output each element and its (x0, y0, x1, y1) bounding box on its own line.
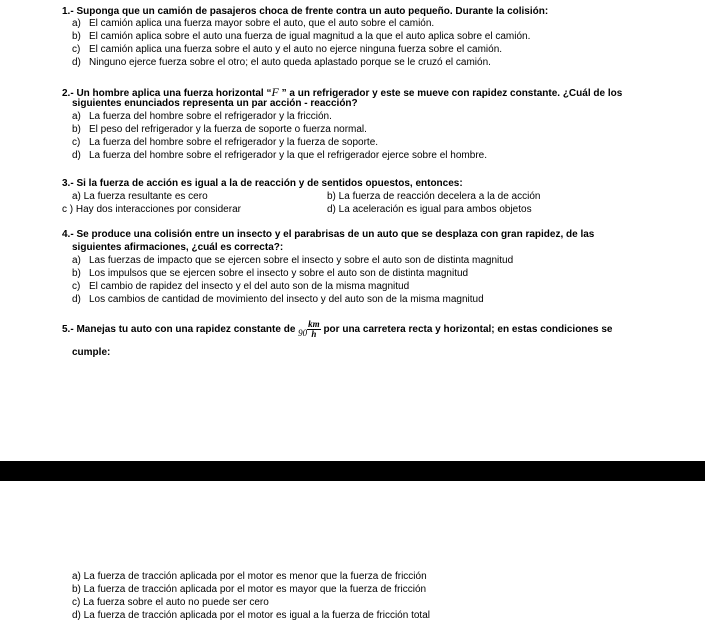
q1-option-b: b) El camión aplica sobre el auto una fuerza de igual magnitud a la que el auto aplica sobre el camión. (72, 31, 531, 42)
q5-option-a: a) La fuerza de tracción aplicada por el motor es menor que la fuerza de fricción (72, 571, 427, 582)
q5-option-c: c) La fuerza sobre el auto no puede ser cero (72, 597, 269, 608)
question-4-title: 4.- Se produce una colisión entre un insecto y el parabrisas de un auto que se desplaza con gran rapidez, de las (62, 229, 595, 240)
unit-denominator: h (311, 329, 317, 339)
q5-option-d: d) La fuerza de tracción aplicada por el motor es igual a la fuerza de fricción total (72, 610, 430, 621)
question-2-title: 2.- Un hombre aplica una fuerza horizontal “F ” a un refrigerador y este se mueve con rapidez constante. ¿Cuál de los (62, 85, 623, 99)
speed-unit-fraction (307, 320, 321, 339)
unit-numerator: km (308, 319, 320, 329)
q2-option-b: b) El peso del refrigerador y la fuerza de soporte o fuerza normal. (72, 124, 367, 135)
q2-option-c: c) La fuerza del hombre sobre el refrigerador y la fuerza de soporte. (72, 137, 379, 148)
q3-option-d: d) La aceleración es igual para ambos objetos (327, 204, 532, 215)
question-5-title: 5.- Manejas tu auto con una rapidez constante de 90 $\frac{km}{h}$ por una carretera recta y horizontal; en estas condiciones se (62, 319, 613, 339)
q3-option-b: b) La fuerza de reacción decelera a la de acción (327, 191, 541, 202)
q1-option-c: c) El camión aplica una fuerza sobre el auto y el auto no ejerce ninguna fuerza sobre el camión. (72, 44, 503, 55)
q4-option-c: c) El cambio de rapidez del insecto y el del auto son de la misma magnitud (72, 281, 410, 292)
question-2-title-line2: siguientes enunciados representa un par acción - reacción? (72, 98, 358, 109)
black-divider-band (0, 461, 705, 481)
q2-option-d: d) La fuerza del hombre sobre el refrigerador y la que el refrigerador ejerce sobre el hombre. (72, 150, 487, 161)
question-1-title: 1.- Suponga que un camión de pasajeros choca de frente contra un auto pequeño. Durante la colisión: (62, 6, 549, 17)
force-variable: F (271, 85, 279, 99)
question-5-title-line2: cumple: (72, 347, 111, 358)
q3-option-c: c ) Hay dos interacciones por considerar (62, 204, 241, 215)
q4-option-d: d) Los cambios de cantidad de movimiento del insecto y del auto son de la misma magnitud (72, 294, 484, 305)
q4-option-a: a) Las fuerzas de impacto que se ejercen sobre el insecto y sobre el auto son de distinta magnitud (72, 255, 514, 266)
q1-option-d: d) Ninguno ejerce fuerza sobre el otro; el auto queda aplastado porque se le cruzó el camión. (72, 57, 491, 68)
q5-option-b: b) La fuerza de tracción aplicada por el motor es mayor que la fuerza de fricción (72, 584, 427, 595)
q2-option-a: a) La fuerza del hombre sobre el refrigerador y la fricción. (72, 111, 332, 122)
question-3-title: 3.- Si la fuerza de acción es igual a la de reacción y de sentidos opuestos, entonces: (62, 178, 463, 189)
q3-option-a: a) La fuerza resultante es cero (72, 191, 208, 202)
speed-value: 90 (298, 328, 308, 339)
question-4-title-line2: siguientes afirmaciones, ¿cuál es correcta?: (72, 242, 284, 253)
q4-option-b: b) Los impulsos que se ejercen sobre el insecto y sobre el auto son de distinta magnitud (72, 268, 469, 279)
q1-option-a: a) El camión aplica una fuerza mayor sobre el auto, que el auto sobre el camión. (72, 18, 435, 29)
